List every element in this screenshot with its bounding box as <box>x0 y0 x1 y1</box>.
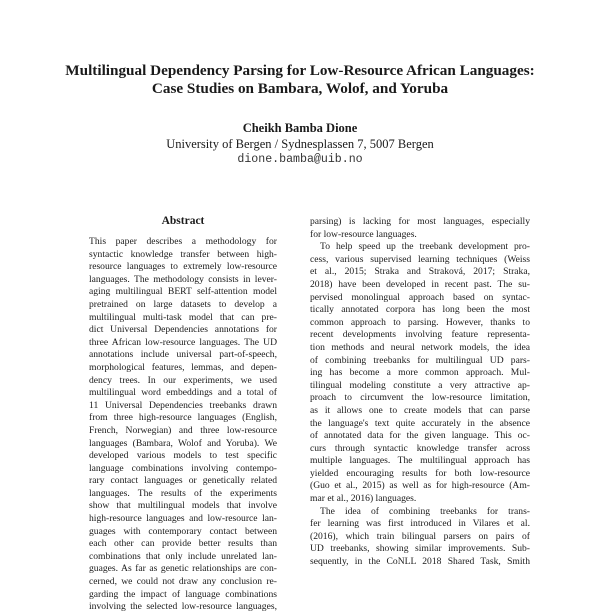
body-line: common approach to parsing. However, thanks to <box>310 316 530 328</box>
abstract-line: languages (Bambara, Wolof and Yoruba). We <box>89 437 277 449</box>
abstract-line: morphological features, lemmas, and depen- <box>89 361 277 373</box>
abstract-text <box>89 236 277 614</box>
body-line: ing has become a more common approach. Mul- <box>310 367 530 379</box>
abstract-line: each other can provide better results than <box>89 538 277 550</box>
abstract-line: cerned, we could not draw any conclusion re- <box>89 576 277 588</box>
body-line: mar et al., 2016) languages. <box>310 493 417 505</box>
abstract-line: languages. The results of the experiments <box>89 487 277 499</box>
abstract-line: multilingual multi-task model that can pre- <box>89 311 277 323</box>
body-line: as it allows one to create models that can parse <box>310 404 530 416</box>
body-line: curs through syntactic knowledge transfer across <box>310 442 530 454</box>
abstract-line: language combinations involving contempo- <box>89 462 277 474</box>
abstract-heading: Abstract <box>161 215 205 227</box>
abstract-line: This paper describes a methodology for <box>89 236 277 247</box>
author-affiliation: University of Bergen / Sydnesplassen 7, 5007 Bergen <box>166 137 434 151</box>
abstract-line: from three high-resource languages (English, <box>89 412 277 424</box>
paper-title <box>0 62 600 98</box>
body-line: yielded encouraging results for both low-resource <box>310 467 530 479</box>
body-line: of annotated data for the given language. This oc- <box>310 430 530 442</box>
abstract-line: involving the selected low-resource languages, <box>89 601 277 613</box>
body-line: pervised monolingual approach based on syntac- <box>310 291 530 303</box>
abstract-line: developed various models to test specific <box>89 450 277 462</box>
abstract-line: dict Universal Dependencies annotations for <box>89 324 277 336</box>
abstract-line: combinations that only include unrelated lan- <box>89 550 277 562</box>
abstract-line: guages with contemporary contact between <box>89 525 277 537</box>
body-line: tically annotated corpora has long been the most <box>310 304 530 316</box>
author-block <box>0 120 600 168</box>
introduction-body-text <box>310 216 530 569</box>
body-line: et al., 2015; Straka and Straková, 2017; Straka, <box>310 266 530 278</box>
abstract-line: guages. As far as genetic relationships are con- <box>89 563 277 575</box>
body-line: cess, various supervised learning techniques (Weiss <box>310 253 530 265</box>
abstract-line: show that multilingual models that involve <box>89 500 277 512</box>
body-line: 2018) have been developed in recent past. The su- <box>310 278 530 290</box>
abstract-line: multilingual word embeddings and a total of <box>89 387 277 399</box>
abstract-line: pretrained on large datasets to develop a <box>89 298 277 310</box>
abstract-line: resource languages to extremely low-resource <box>89 261 277 273</box>
body-line: (Guo et al., 2015) as well as for high-resource (Am- <box>310 480 530 492</box>
body-line: (2016), which train bilingual parsers on pairs of <box>310 530 530 542</box>
body-line: UD treebanks, showing similar improvements. Sub- <box>310 543 530 555</box>
abstract-line: three African low-resource languages. The UD <box>89 336 277 348</box>
abstract-line: 11 Universal Dependencies treebanks drawn <box>89 399 277 411</box>
abstract-line: French, Norwegian) and three low-resource <box>89 424 277 436</box>
author-email: dione.bamba@uib.no <box>237 153 363 166</box>
body-line: fer learning was first introduced in Vilares et al. <box>310 518 530 530</box>
abstract-line: syntactic knowledge transfer between high- <box>89 248 277 260</box>
body-line: sequently, in the CoNLL 2018 Shared Task, Smith <box>310 556 530 568</box>
body-line: recent developments involving feature representa- <box>310 329 530 341</box>
abstract-line: annotations include universal part-of-speech, <box>89 349 277 361</box>
body-line: for low-resource languages. <box>310 228 417 240</box>
title-line-1: Multilingual Dependency Parsing for Low-Resource African Languages: <box>65 62 535 79</box>
body-line: the language's text quite accurately in the absence <box>310 417 530 429</box>
body-line: parsing) is lacking for most languages, especially <box>310 216 530 227</box>
abstract-line: garding the impact of language combinations <box>89 588 277 600</box>
body-line: To help speed up the treebank development pro- <box>320 241 530 253</box>
body-line: The idea of combining treebanks for trans- <box>320 505 530 517</box>
body-line: of combining treebanks for multilingual UD pars- <box>310 354 530 366</box>
abstract-line: dency trees. In our experiments, we used <box>89 374 277 386</box>
abstract-line: aging multilingual BERT self-attention model <box>89 286 277 298</box>
body-line: tilingual modeling constitute a very attractive ap- <box>310 379 530 391</box>
abstract-line: high-resource languages and low-resource lan- <box>89 513 277 525</box>
body-line: multiple languages. The multilingual approach has <box>310 455 530 467</box>
abstract-line: rary contact languages or genetically related <box>89 475 277 487</box>
body-line: proach to circumvent the low-resource limitation, <box>310 392 530 404</box>
body-line: tion methods and neural network models, the idea <box>310 341 530 353</box>
author-name: Cheikh Bamba Dione <box>242 121 358 135</box>
abstract-line: languages. The methodology consists in lever- <box>89 273 277 285</box>
title-line-2: Case Studies on Bambara, Wolof, and Yoruba <box>151 80 449 97</box>
